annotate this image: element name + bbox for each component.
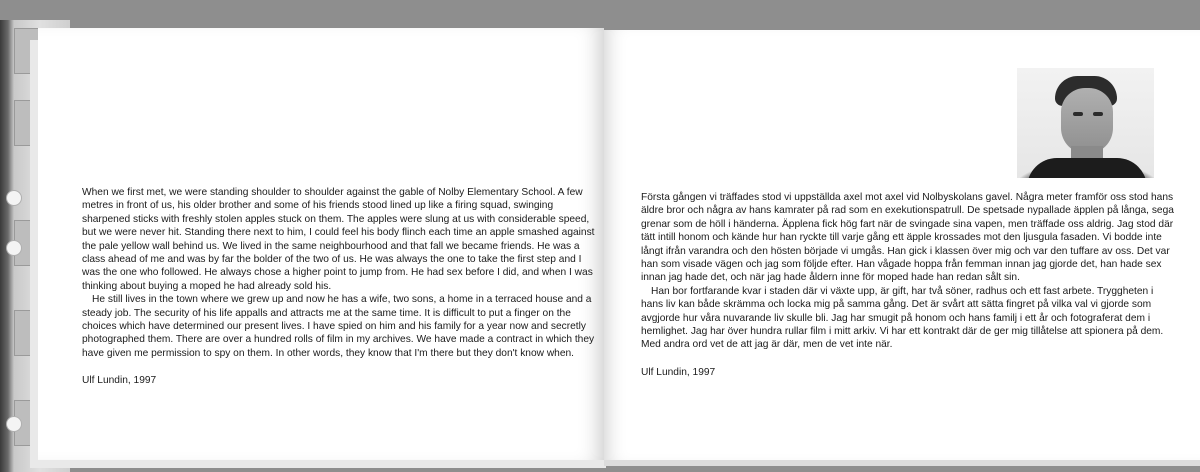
binder-hole	[6, 416, 22, 432]
swedish-paragraph-2: Han bor fortfarande kvar i staden där vi växte upp, är gift, har två söner, radhus och ett fast arbete. Tryggheten i hans liv kan både skrämma och locka mig på samma gång. Det är svårt att sätta fingret på vilka val vi gjorde som avgjorde hur våra nuvarande liv skulle bli. Jag har smugit på honom och hans familj i ett år och fotograferat dem i hemlighet. Jag har över hundra rullar film i mitt arkiv. Vi har ett kontrakt där de ger mig tillåtelse att spionera på dem. Med andra ord vet de att jag är där, men de vet inte när.	[641, 285, 1164, 351]
portrait-eye	[1073, 112, 1083, 116]
portrait-face	[1061, 88, 1113, 154]
right-page-text	[641, 191, 1176, 379]
swedish-signature: Ulf Lundin, 1997	[641, 366, 716, 378]
portrait-photo	[1017, 68, 1154, 178]
portrait-shirt	[1027, 158, 1147, 178]
left-page-text	[82, 186, 602, 388]
english-signature: Ulf Lundin, 1997	[82, 375, 157, 387]
english-paragraph-1: When we first met, we were standing shoulder to shoulder against the gable of Nolby Elementary School. A few metres in front of us, his older brother and some of his friends stood lined up like a firing squad, swinging sharpened sticks with freshly stolen apples stuck on them. The apples were slung at us with considerable speed, but we were never hit. Standing there next to him, I could feel his body flinch each time an apple smashed against the pale yellow wall behind us. We lived in the same neighbourhood and that fall we became friends. He was a class ahead of me and was by far the bolder of the two of us. He was always the one to take the first step and I was the one who followed. He always chose a higher point to jump from. He had sex before I did, and when I was thinking about buying a moped he had already sold his.	[82, 187, 595, 292]
english-paragraph-2: He still lives in the town where we grew up and now he has a wife, two sons, a home in a terraced house and a steady job. The security of his life appalls and attracts me at the same time. It is difficult to put a finger on the choices which have determined our present lives. I have spied on him and his family for a year now and secretly photographed them. There are over a hundred rolls of film in my archives. We have made a contract in which they have given me permission to spy on them. In other words, they know that I'm there but they don't know when.	[82, 294, 595, 359]
swedish-paragraph-1: Första gången vi träffades stod vi uppställda axel mot axel vid Nolbyskolans gavel. Några meter framför oss stod hans äldre bror och några av hans kamrater på rad som en exekutionspatrull. De spetsade nypallade äpplen på långa, sega grenar som de höll i händerna. Äpplena fick hög fart när de svingade sina vapen, men träffade oss aldrig. Jag stod där tätt intill honom och kände hur han ryckte till varje gång ett äpple krossades mot den ljusgula fasaden. Vi bodde inte långt ifrån varandra och den hösten började vi umgås. Han gick i klassen över mig och var den tuffare av oss. Det var han som visade vägen och jag som följde efter. Han vågade hoppa från femman innan jag gjorde det, han hade sex innan jag hade det, och när jag hade åldern inne för moped hade han redan sålt sin.	[641, 192, 1174, 284]
binder-hole	[6, 190, 22, 206]
binder-hole	[6, 240, 22, 256]
portrait-eye	[1093, 112, 1103, 116]
